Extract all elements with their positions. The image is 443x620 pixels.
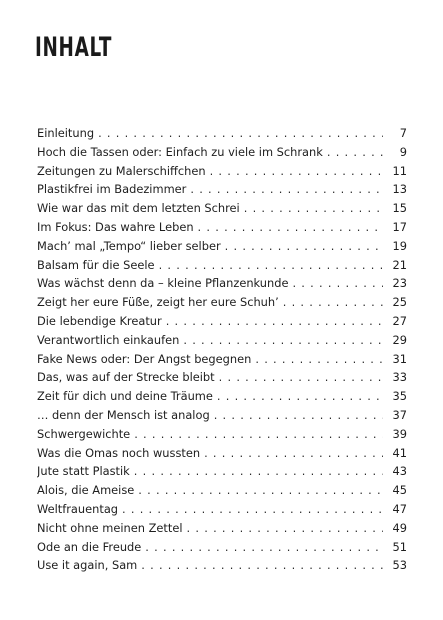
toc-entry-page: 51: [392, 539, 407, 554]
toc-leader-dots: [183, 331, 383, 350]
toc-leader-dots: [141, 556, 383, 575]
toc-entry-page: 11: [392, 163, 407, 178]
toc-entry[interactable]: [37, 162, 407, 181]
toc-entry-title: Balsam für die Seele: [37, 257, 155, 272]
toc-entry-title: Zeit für dich und deine Träume: [37, 389, 213, 404]
page-title: INHALT: [35, 32, 113, 63]
toc-entry[interactable]: [37, 519, 407, 538]
toc-entry-page: 7: [399, 126, 407, 140]
toc-entry-title: Zeitungen zu Malerschiffchen: [37, 163, 206, 178]
toc-entry-page: 31: [392, 351, 407, 366]
toc-leader-dots: [159, 256, 383, 275]
toc-leader-dots: [198, 218, 383, 237]
toc-leader-dots: [214, 406, 383, 425]
toc-entry[interactable]: [37, 538, 407, 557]
toc-leader-dots: [122, 500, 383, 519]
toc-entry-page: 33: [392, 370, 407, 385]
toc-leader-dots: [217, 387, 383, 406]
toc-leader-dots: [225, 237, 383, 256]
toc-entry-title: Jute statt Plastik: [37, 464, 130, 479]
table-of-contents: [37, 124, 407, 575]
toc-entry-page: 25: [392, 295, 407, 310]
toc-entry[interactable]: [37, 293, 407, 312]
toc-entry-title: Use it again, Sam: [37, 558, 138, 573]
toc-entry[interactable]: [37, 199, 407, 218]
toc-leader-dots: [145, 538, 383, 557]
toc-entry-page: 15: [392, 201, 407, 216]
toc-entry-title: Mach’ mal „Tempo“ lieber selber: [37, 238, 221, 253]
toc-leader-dots: [134, 462, 383, 481]
toc-entry-page: 53: [392, 558, 407, 573]
toc-entry-page: 13: [392, 182, 407, 197]
toc-entry[interactable]: [37, 481, 407, 500]
toc-entry-title: … denn der Mensch ist analog: [37, 407, 210, 422]
toc-entry[interactable]: [37, 387, 407, 406]
toc-entry-page: 39: [392, 426, 407, 441]
toc-entry[interactable]: [37, 274, 407, 293]
toc-entry-page: 29: [392, 332, 407, 347]
toc-leader-dots: [327, 143, 383, 162]
toc-entry-title: Das, was auf der Strecke bleibt: [37, 370, 215, 385]
toc-entry[interactable]: [37, 331, 407, 350]
toc-entry[interactable]: [37, 124, 407, 143]
toc-entry-page: 17: [392, 219, 407, 234]
toc-entry-title: Einleitung: [37, 126, 95, 140]
toc-entry[interactable]: [37, 368, 407, 387]
toc-entry[interactable]: [37, 256, 407, 275]
toc-leader-dots: [283, 293, 383, 312]
toc-leader-dots: [187, 519, 383, 538]
toc-entry[interactable]: [37, 556, 407, 575]
toc-entry-title: Ode an die Freude: [37, 539, 142, 554]
toc-entry[interactable]: [37, 462, 407, 481]
toc-entry[interactable]: [37, 312, 407, 331]
toc-entry-title: Die lebendige Kreatur: [37, 313, 162, 328]
toc-entry-title: Schwergewichte: [37, 426, 131, 441]
toc-entry-page: 45: [392, 483, 407, 498]
toc-entry-title: Wie war das mit dem letzten Schrei: [37, 201, 240, 216]
toc-entry[interactable]: [37, 406, 407, 425]
toc-entry-title: Hoch die Tassen oder: Einfach zu viele im Schrank: [37, 144, 323, 159]
toc-entry-title: Was die Omas noch wussten: [37, 445, 201, 460]
toc-entry[interactable]: [37, 218, 407, 237]
toc-entry-page: 41: [392, 445, 407, 460]
toc-leader-dots: [210, 162, 383, 181]
toc-entry[interactable]: [37, 500, 407, 519]
toc-leader-dots: [219, 368, 383, 387]
toc-entry-page: 27: [392, 313, 407, 328]
toc-leader-dots: [244, 199, 383, 218]
toc-entry-title: Zeigt her eure Füße, zeigt her eure Schuh’: [37, 295, 279, 310]
toc-entry-page: 35: [392, 389, 407, 404]
toc-entry-page: 37: [392, 407, 407, 422]
toc-entry-page: 43: [392, 464, 407, 479]
toc-entry-page: 23: [392, 276, 407, 291]
toc-leader-dots: [134, 425, 383, 444]
toc-entry-page: 21: [392, 257, 407, 272]
toc-leader-dots: [255, 350, 383, 369]
toc-entry-page: 9: [399, 144, 407, 159]
toc-entry-title: Im Fokus: Das wahre Leben: [37, 219, 194, 234]
toc-entry-title: Alois, die Ameise: [37, 483, 135, 498]
toc-leader-dots: [138, 481, 383, 500]
toc-entry-page: 19: [392, 238, 407, 253]
toc-entry-title: Was wächst denn da – kleine Pflanzenkunde: [37, 276, 289, 291]
toc-entry-title: Verantwortlich einkaufen: [37, 332, 180, 347]
toc-entry[interactable]: [37, 143, 407, 162]
toc-entry[interactable]: [37, 425, 407, 444]
toc-entry[interactable]: [37, 180, 407, 199]
toc-leader-dots: [166, 312, 383, 331]
toc-leader-dots: [98, 124, 383, 143]
toc-entry[interactable]: [37, 444, 407, 463]
toc-leader-dots: [204, 444, 383, 463]
toc-entry-page: 49: [392, 520, 407, 535]
toc-entry-title: Plastikfrei im Badezimmer: [37, 182, 187, 197]
toc-leader-dots: [190, 180, 383, 199]
toc-entry-title: Fake News oder: Der Angst begegnen: [37, 351, 252, 366]
toc-entry-title: Nicht ohne meinen Zettel: [37, 520, 183, 535]
toc-entry-page: 47: [392, 501, 407, 516]
toc-entry[interactable]: [37, 350, 407, 369]
toc-entry[interactable]: [37, 237, 407, 256]
toc-leader-dots: [292, 274, 383, 293]
toc-entry-title: Weltfrauentag: [37, 501, 119, 516]
